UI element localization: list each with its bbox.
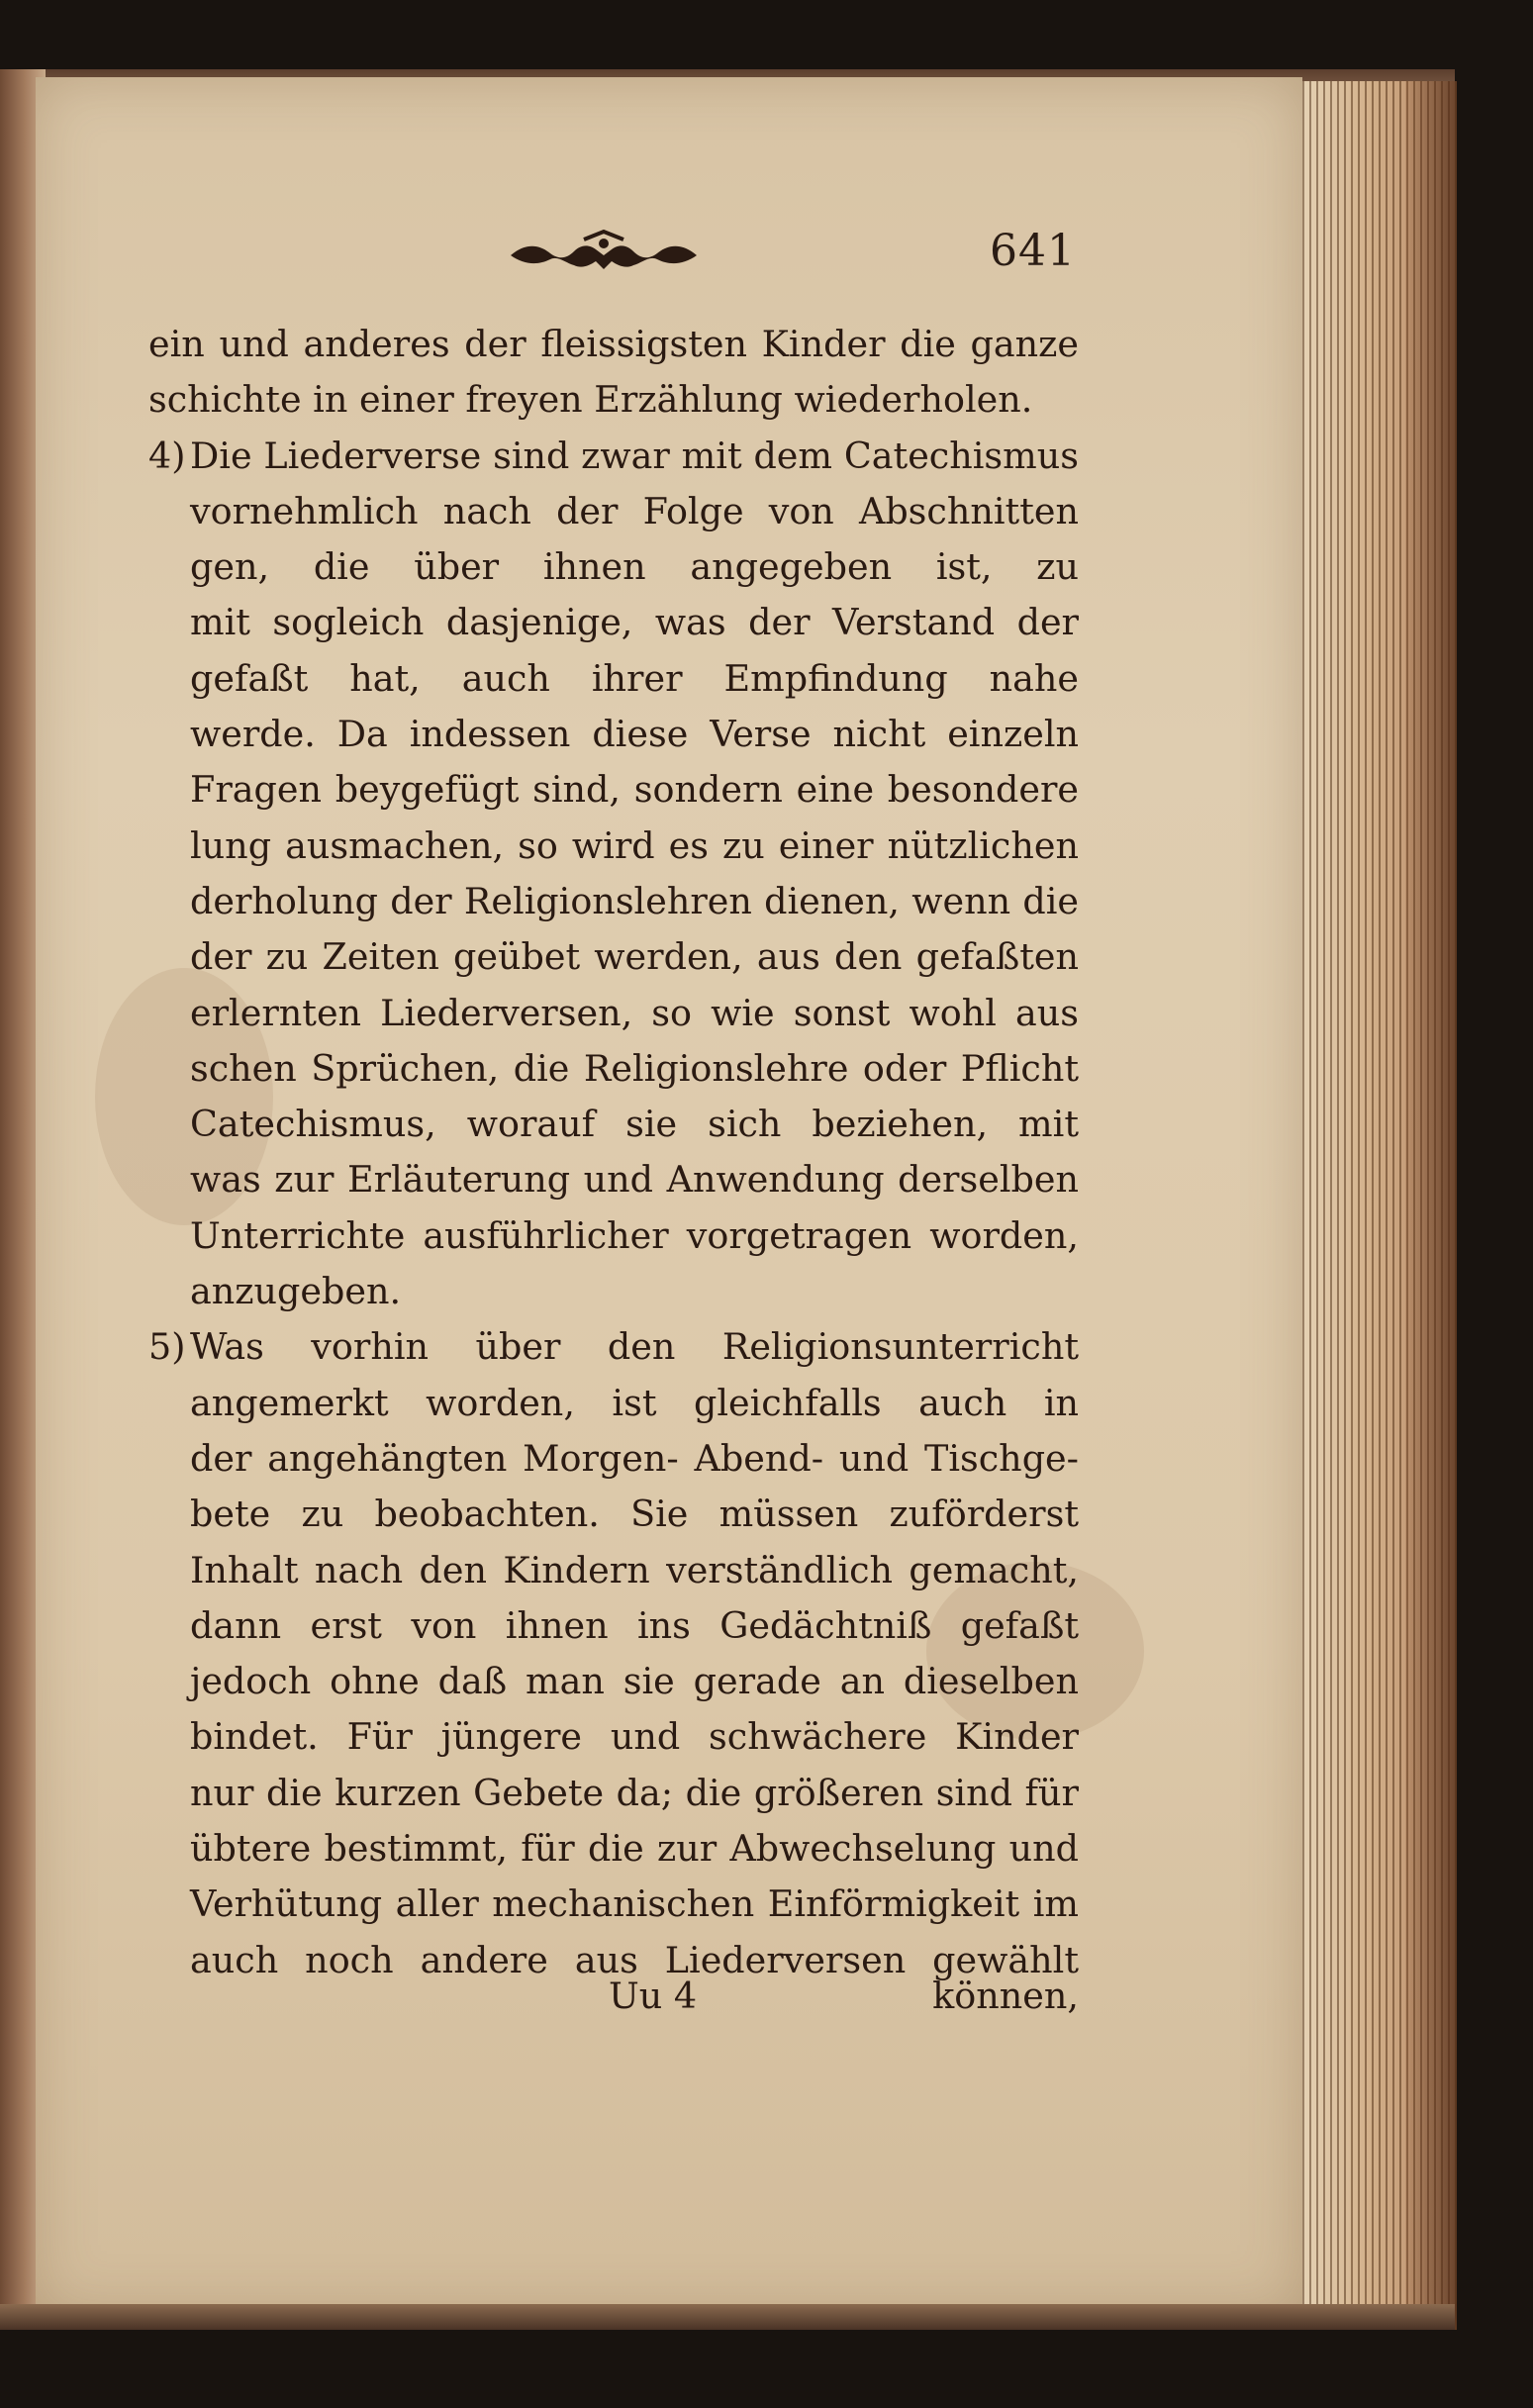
text-line: [148, 1766, 1079, 1821]
text-line: [148, 986, 1079, 1041]
line-text: schichte in einer freyen Erzählung wiederholen.: [148, 378, 1033, 422]
line-text: Fragen beygefügt sind, sondern eine besondere: [190, 768, 1079, 812]
text-line: [148, 1376, 1079, 1431]
text-line: [148, 1598, 1079, 1654]
text-line: [148, 762, 1079, 818]
line-text: der angehängten Morgen- Abend- und Tischge-: [190, 1436, 1079, 1480]
line-text: übtere bestimmt, für die zur Abwechselung und: [190, 1827, 1079, 1871]
line-text: bete zu beobachten. Sie müssen zuförderst: [190, 1493, 1079, 1536]
text-line: [148, 1097, 1079, 1152]
text-line: [148, 1543, 1079, 1598]
text-line: [148, 595, 1079, 650]
text-line: [148, 1264, 1079, 1319]
text-line: [148, 929, 1079, 985]
text-line: [148, 1654, 1079, 1709]
line-text: Inhalt nach den Kindern verständlich gemacht,: [190, 1548, 1079, 1591]
list-number: 5): [148, 1325, 186, 1369]
text-line: [148, 1152, 1079, 1207]
text-line: [148, 1487, 1079, 1542]
line-text: schen Sprüchen, die Religionslehre oder Pflicht: [190, 1046, 1079, 1090]
line-text: was zur Erläuterung und Anwendung derselben: [190, 1158, 1079, 1202]
line-text: dann erst von ihnen ins Gedächtniß gefaßt: [190, 1603, 1079, 1647]
line-text: Verhütung aller mechanischen Einförmigkeit im: [190, 1882, 1079, 1926]
line-text: jedoch ohne daß man sie gerade an dieselben: [190, 1660, 1079, 1703]
line-text: mit sogleich dasjenige, was der Verstand der: [190, 601, 1079, 644]
line-text: auch noch andere aus Liederversen gewählt: [190, 1938, 1079, 1981]
text-line: [148, 874, 1079, 929]
line-text: werde. Da indessen diese Verse nicht einzeln: [190, 713, 1079, 756]
text-line: [148, 707, 1079, 762]
line-text: Die Liederverse sind zwar mit dem Catechismus: [190, 433, 1079, 477]
text-line: [148, 819, 1079, 874]
header-ornament-icon: [505, 226, 703, 281]
page-header: [505, 226, 1076, 285]
line-text: gefaßt hat, auch ihrer Empfindung nahe: [190, 656, 1079, 700]
text-line: [148, 1431, 1079, 1487]
text-line: [148, 1319, 1079, 1375]
line-text: Was vorhin über den Religionsunterricht: [190, 1325, 1079, 1369]
text-line: [148, 1208, 1079, 1264]
line-text: gen, die über ihnen angegeben ist, zu: [190, 545, 1079, 589]
text-line: [148, 651, 1079, 707]
text-line: [148, 429, 1079, 484]
text-line: [148, 372, 1079, 428]
line-text: ein und anderes der fleissigsten Kinder die ganze: [148, 323, 1079, 365]
line-text: nur die kurzen Gebete da; die größeren sind für: [190, 1771, 1079, 1814]
text-line: [148, 317, 1079, 372]
line-text: angemerkt worden, ist gleichfalls auch in: [190, 1381, 1079, 1424]
text-line: [148, 1821, 1079, 1877]
line-text: Unterrichte ausführlicher vorgetragen worden,: [190, 1213, 1079, 1257]
text-line: [148, 1041, 1079, 1097]
text-line: [148, 539, 1079, 595]
page-bottom-shadow: [0, 2304, 1455, 2330]
line-text: Catechismus, worauf sie sich beziehen, mit: [190, 1103, 1079, 1146]
page-number: 641: [990, 226, 1076, 276]
text-line: [148, 1877, 1079, 1932]
fore-edge-shadow: [1405, 81, 1457, 2330]
line-text: vornehmlich nach der Folge von Abschnitten: [190, 489, 1079, 532]
line-text: der zu Zeiten geübet werden, aus den gefaßten: [190, 935, 1079, 979]
line-text: lung ausmachen, so wird es zu einer nützlichen: [190, 823, 1079, 867]
text-line: [148, 1709, 1079, 1765]
line-text: bindet. Für jüngere und schwächere Kinder: [190, 1715, 1079, 1759]
page-footer: [148, 1975, 1079, 2030]
list-number: 4): [148, 433, 186, 477]
line-text: erlernten Liederversen, so wie sonst wohl aus: [190, 991, 1079, 1034]
line-text: derholung der Religionslehren dienen, wenn die: [190, 879, 1079, 922]
line-text: anzugeben.: [190, 1270, 402, 1313]
body-text: [148, 317, 1079, 1988]
text-line: [148, 484, 1079, 539]
signature-mark: Uu 4: [609, 1975, 698, 2017]
catchword: können,: [932, 1975, 1079, 2017]
